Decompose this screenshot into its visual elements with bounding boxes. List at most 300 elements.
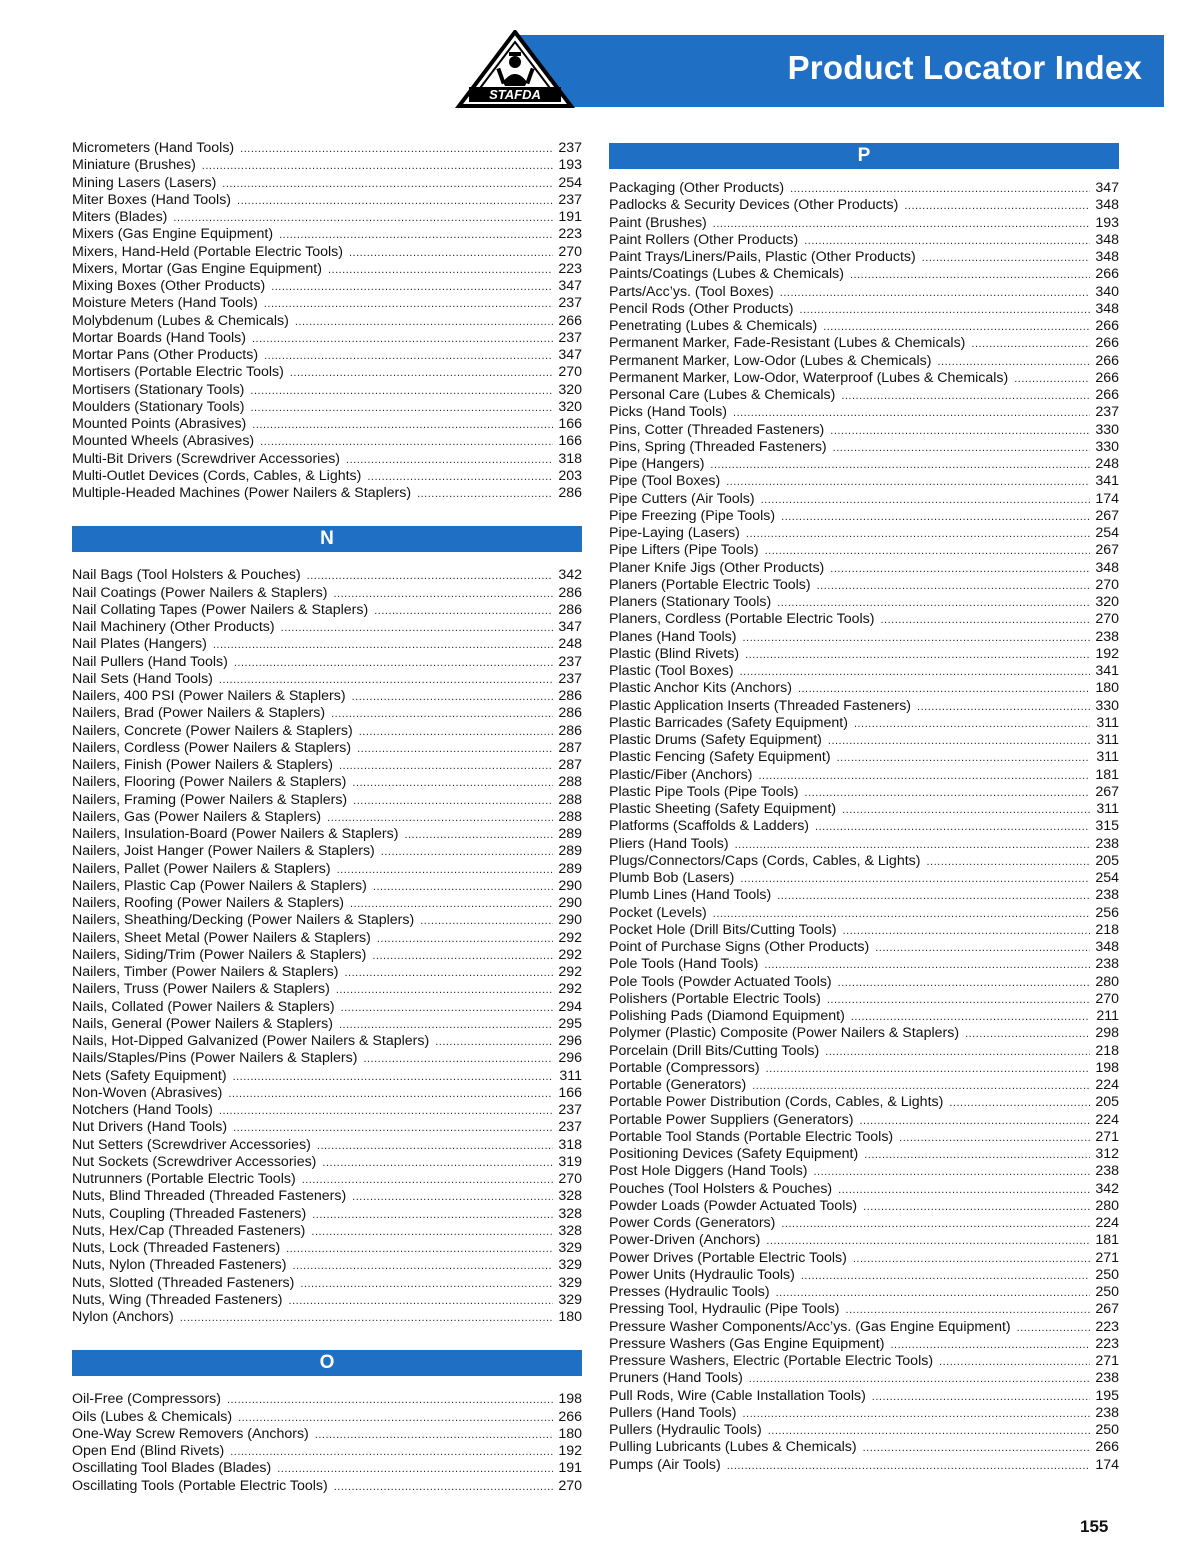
entry-label: Miter Boxes (Hand Tools)	[72, 191, 232, 208]
entry-page-number: 318	[558, 1136, 582, 1153]
entry-page-number: 290	[558, 895, 582, 911]
entry-label: Permanent Marker, Fade-Resistant (Lubes & Chemicals)	[609, 335, 966, 352]
dot-leader	[745, 647, 1090, 663]
index-entry	[609, 646, 1119, 663]
entry-page-number: 348	[1095, 197, 1119, 214]
entry-page-number: 191	[558, 1460, 582, 1477]
entry-page-number: 341	[1095, 663, 1119, 679]
entry-page-number: 198	[558, 1391, 582, 1408]
index-entry	[72, 878, 582, 895]
index-entry	[72, 226, 582, 243]
index-entry	[609, 1336, 1119, 1353]
entry-page-number: 205	[1095, 852, 1119, 869]
entry-label: Planers (Stationary Tools)	[609, 594, 772, 610]
dot-leader	[374, 603, 553, 619]
entry-label: Mixers (Gas Engine Equipment)	[72, 226, 274, 243]
dot-leader	[833, 440, 1090, 456]
entry-label: Nailers, Joist Hanger (Power Nailers & Staplers)	[72, 843, 375, 860]
index-entry	[609, 491, 1119, 508]
entry-label: Nut Setters (Screwdriver Accessories)	[72, 1136, 311, 1153]
entry-page-number: 270	[1095, 990, 1119, 1007]
index-entry	[609, 1388, 1119, 1405]
dot-leader	[863, 1199, 1090, 1215]
entry-page-number: 193	[558, 157, 582, 174]
entry-label: Power Cords (Generators)	[609, 1215, 776, 1231]
dot-leader	[219, 1103, 553, 1119]
entry-label: Planers, Cordless (Portable Electric Tools)	[609, 611, 875, 628]
entry-page-number: 288	[558, 791, 582, 808]
index-entry	[72, 999, 582, 1016]
index-entry	[609, 715, 1119, 732]
entry-page-number: 315	[1095, 818, 1119, 835]
index-entry	[609, 335, 1119, 352]
entry-page-number: 311	[1096, 714, 1119, 731]
dot-leader	[838, 1182, 1090, 1198]
entry-page-number: 286	[558, 485, 582, 501]
entry-label: Nailers, 400 PSI (Power Nailers & Staplers)	[72, 688, 346, 704]
dot-leader	[765, 543, 1090, 559]
entry-page-number: 224	[1095, 1077, 1119, 1093]
dot-leader	[322, 1155, 553, 1171]
dot-leader	[742, 1406, 1090, 1422]
dot-leader	[825, 1044, 1090, 1060]
index-entry	[609, 818, 1119, 835]
index-entry	[609, 577, 1119, 594]
entry-page-number: 320	[1095, 594, 1119, 610]
index-list-o	[72, 1391, 582, 1495]
index-entry	[609, 974, 1119, 991]
index-entry	[72, 295, 582, 312]
dot-leader	[260, 434, 553, 450]
entry-label: Plastic Application Inserts (Threaded Fasteners)	[609, 697, 912, 714]
entry-label: Nail Pullers (Hand Tools)	[72, 653, 228, 670]
entry-page-number: 192	[558, 1443, 582, 1459]
dot-leader	[740, 871, 1090, 887]
entry-page-number: 191	[558, 209, 582, 225]
entry-page-number: 271	[1095, 1249, 1119, 1266]
entry-label: Penetrating (Lubes & Chemicals)	[609, 318, 818, 334]
dot-leader	[381, 844, 553, 860]
index-list-n	[72, 567, 582, 1326]
entry-label: Plastic Pipe Tools (Pipe Tools)	[609, 783, 799, 800]
index-entry	[72, 602, 582, 619]
index-entry	[72, 1309, 582, 1326]
dot-leader	[233, 1069, 553, 1085]
entry-page-number: 347	[558, 278, 582, 294]
entry-label: Nailers, Insulation-Board (Power Nailers & Staplers)	[72, 826, 399, 842]
dot-leader	[363, 1051, 553, 1067]
index-entry	[609, 215, 1119, 232]
dot-leader	[733, 405, 1090, 421]
entry-page-number: 205	[1095, 1094, 1119, 1111]
dot-leader	[710, 457, 1090, 473]
index-entry	[609, 870, 1119, 887]
entry-label: Pipe Lifters (Pipe Tools)	[609, 542, 759, 559]
index-entry	[72, 930, 582, 947]
page-title: Product Locator Index	[787, 49, 1142, 86]
index-entry	[609, 732, 1119, 749]
entry-label: Nail Plates (Hangers)	[72, 636, 207, 653]
entry-page-number: 341	[1095, 473, 1119, 490]
dot-leader	[743, 630, 1091, 646]
entry-label: Pipe-Laying (Lasers)	[609, 525, 740, 541]
entry-label: Oscillating Tools (Portable Electric Tools)	[72, 1477, 328, 1494]
dot-leader	[780, 285, 1090, 301]
dot-leader	[735, 837, 1090, 853]
index-entry	[609, 1094, 1119, 1111]
dot-leader	[334, 1479, 553, 1495]
index-entry	[72, 1016, 582, 1033]
entry-page-number: 223	[558, 226, 582, 243]
index-entry	[72, 157, 582, 174]
dot-leader	[228, 1086, 553, 1102]
entry-label: Nutrunners (Portable Electric Tools)	[72, 1171, 296, 1187]
entry-label: Nail Machinery (Other Products)	[72, 619, 275, 635]
entry-label: Mortisers (Portable Electric Tools)	[72, 364, 284, 381]
dot-leader	[233, 1120, 553, 1136]
index-entry	[609, 1146, 1119, 1163]
index-entry	[609, 1267, 1119, 1284]
dot-leader	[337, 862, 553, 878]
index-entry	[609, 611, 1119, 628]
entry-page-number: 267	[1095, 507, 1119, 524]
dot-leader	[350, 896, 553, 912]
index-entry	[609, 594, 1119, 611]
dot-leader	[875, 940, 1090, 956]
index-entry	[72, 485, 582, 502]
entry-label: Plastic Anchor Kits (Anchors)	[609, 680, 792, 697]
entry-label: Non-Woven (Abrasives)	[72, 1084, 223, 1101]
index-entry	[72, 1154, 582, 1171]
entry-page-number: 348	[1095, 249, 1119, 265]
entry-label: Pipe (Tool Boxes)	[609, 473, 721, 490]
index-entry	[609, 1250, 1119, 1267]
index-entry	[72, 740, 582, 757]
index-entry	[72, 1240, 582, 1257]
index-entry	[609, 1008, 1119, 1025]
dot-leader	[352, 689, 553, 705]
entry-page-number: 348	[1095, 231, 1119, 248]
entry-page-number: 224	[1095, 1111, 1119, 1128]
index-entry	[72, 278, 582, 295]
dot-leader	[766, 1061, 1090, 1077]
entry-page-number: 312	[1095, 1146, 1119, 1162]
entry-label: Portable (Compressors)	[609, 1059, 760, 1076]
index-entry	[609, 1181, 1119, 1198]
entry-page-number: 286	[558, 705, 582, 722]
index-entry	[72, 244, 582, 261]
index-entry	[72, 140, 582, 157]
dot-leader	[277, 1461, 553, 1477]
index-entry	[72, 1275, 582, 1292]
entry-page-number: 311	[1096, 801, 1119, 817]
index-entry	[609, 905, 1119, 922]
index-entry	[609, 301, 1119, 318]
entry-label: Nailers, Brad (Power Nailers & Staplers)	[72, 705, 326, 722]
entry-label: Open End (Blind Rivets)	[72, 1443, 225, 1459]
index-entry	[72, 1426, 582, 1443]
index-entry	[72, 1033, 582, 1050]
index-entry	[72, 792, 582, 809]
entry-label: Nuts, Blind Threaded (Threaded Fasteners)	[72, 1188, 347, 1205]
dot-leader	[726, 474, 1090, 490]
index-entry	[72, 1460, 582, 1477]
dot-leader	[373, 879, 553, 895]
dot-leader	[853, 1251, 1090, 1267]
entry-page-number: 290	[558, 912, 582, 929]
index-entry	[609, 1060, 1119, 1077]
entry-label: Pins, Spring (Threaded Fasteners)	[609, 438, 827, 455]
entry-label: Nuts, Slotted (Threaded Fasteners)	[72, 1274, 295, 1291]
entry-label: Mortar Boards (Hand Tools)	[72, 329, 246, 346]
entry-label: Portable Power Suppliers (Generators)	[609, 1111, 854, 1128]
entry-label: Oils (Lubes & Chemicals)	[72, 1408, 233, 1425]
index-entry	[72, 433, 582, 450]
dot-leader	[234, 655, 553, 671]
entry-label: Pressing Tool, Hydraulic (Pipe Tools)	[609, 1301, 840, 1318]
entry-label: Mixing Boxes (Other Products)	[72, 278, 266, 294]
dot-leader	[965, 1026, 1090, 1042]
entry-label: Portable Power Distribution (Cords, Cables, & Lights)	[609, 1094, 944, 1111]
dot-leader	[173, 210, 553, 226]
page-number: 155	[1080, 1517, 1109, 1536]
logo-text: STAFDA	[489, 87, 541, 102]
entry-label: Powder Loads (Powder Actuated Tools)	[609, 1197, 858, 1214]
entry-label: Nails, General (Power Nailers & Staplers)	[72, 1015, 333, 1032]
entry-page-number: 311	[1096, 749, 1119, 766]
dot-leader	[352, 1189, 553, 1205]
dot-leader	[777, 888, 1090, 904]
index-entry	[72, 451, 582, 468]
index-entry	[72, 688, 582, 705]
entry-label: Pole Tools (Powder Actuated Tools)	[609, 973, 832, 990]
stafda-logo-icon	[455, 30, 575, 108]
dot-leader	[752, 1078, 1090, 1094]
entry-page-number: 166	[558, 416, 582, 432]
dot-leader	[926, 854, 1090, 870]
entry-page-number: 218	[1095, 921, 1119, 938]
entry-page-number: 287	[558, 757, 582, 773]
entry-label: Nails, Hot-Dipped Galvanized (Power Nailers & Staplers)	[72, 1033, 430, 1049]
dot-leader	[213, 637, 553, 653]
entry-label: Nailers, Truss (Power Nailers & Staplers)	[72, 981, 330, 998]
dot-leader	[327, 810, 553, 826]
index-entry	[609, 525, 1119, 542]
index-entry	[72, 826, 582, 843]
dot-leader	[777, 595, 1090, 611]
index-entry	[609, 887, 1119, 904]
entry-label: Plastic Fencing (Safety Equipment)	[609, 749, 831, 766]
entry-label: Pullers (Hydraulic Tools)	[609, 1422, 762, 1438]
entry-label: Paint Trays/Liners/Pails, Plastic (Other Products)	[609, 249, 916, 265]
dot-leader	[922, 250, 1090, 266]
entry-page-number: 237	[558, 1119, 582, 1136]
index-entry	[609, 663, 1119, 680]
entry-page-number: 238	[1095, 1404, 1119, 1421]
index-entry	[72, 636, 582, 653]
entry-page-number: 211	[1096, 1008, 1119, 1024]
index-entry	[609, 680, 1119, 697]
dot-leader	[713, 216, 1090, 232]
index-entry	[72, 1391, 582, 1408]
index-entry	[609, 749, 1119, 766]
entry-label: Miters (Blades)	[72, 209, 168, 225]
index-entry	[609, 784, 1119, 801]
index-entry	[72, 399, 582, 416]
entry-label: Pole Tools (Hand Tools)	[609, 956, 759, 973]
dot-leader	[357, 741, 553, 757]
index-entry	[72, 1188, 582, 1205]
section-heading-n: N	[72, 526, 582, 552]
dot-leader	[281, 620, 553, 636]
entry-label: Nailers, Plastic Cap (Power Nailers & Staplers)	[72, 877, 367, 894]
dot-leader	[939, 1354, 1090, 1370]
entry-label: Multi-Outlet Devices (Cords, Cables, & Lights)	[72, 467, 362, 484]
entry-page-number: 292	[558, 964, 582, 980]
entry-label: Paint Rollers (Other Products)	[609, 231, 799, 248]
index-entry	[72, 330, 582, 347]
entry-label: Paint (Brushes)	[609, 214, 707, 231]
dot-leader	[352, 775, 553, 791]
entry-label: Nuts, Hex/Cap (Threaded Fasteners)	[72, 1222, 306, 1239]
entry-label: Picks (Hand Tools)	[609, 404, 728, 421]
entry-label: Pullers (Hand Tools)	[609, 1404, 737, 1421]
index-entry	[609, 266, 1119, 283]
section-heading-p: P	[609, 143, 1119, 169]
index-entry	[609, 767, 1119, 784]
index-entry	[609, 284, 1119, 301]
entry-label: Padlocks & Security Devices (Other Products)	[609, 197, 899, 214]
index-entry	[72, 671, 582, 688]
index-entry	[72, 261, 582, 278]
entry-page-number: 250	[1095, 1284, 1119, 1300]
entry-label: Nailers, Sheathing/Decking (Power Nailers & Staplers)	[72, 912, 415, 929]
entry-page-number: 311	[559, 1067, 582, 1084]
entry-label: Pocket (Levels)	[609, 904, 707, 921]
index-entry	[609, 197, 1119, 214]
entry-page-number: 266	[1095, 369, 1119, 386]
entry-page-number: 267	[1095, 783, 1119, 800]
entry-label: Planer Knife Jigs (Other Products)	[609, 559, 825, 576]
index-entry	[72, 364, 582, 381]
index-entry	[609, 422, 1119, 439]
dot-leader	[859, 1113, 1090, 1129]
dot-leader	[339, 758, 553, 774]
index-entry	[609, 318, 1119, 335]
entry-label: Mounted Points (Abrasives)	[72, 416, 247, 432]
index-entry	[72, 947, 582, 964]
entry-label: Polymer (Plastic) Composite (Power Nailers & Staplers)	[609, 1025, 960, 1042]
entry-label: Portable (Generators)	[609, 1077, 747, 1093]
index-entry	[609, 1163, 1119, 1180]
left-column	[72, 140, 582, 1495]
entry-page-number: 348	[1095, 559, 1119, 576]
entry-label: Multi-Bit Drivers (Screwdriver Accessories)	[72, 450, 341, 467]
entry-label: Mounted Wheels (Abrasives)	[72, 433, 255, 450]
entry-label: Moisture Meters (Hand Tools)	[72, 295, 258, 312]
entry-page-number: 340	[1095, 283, 1119, 300]
index-entry	[609, 1353, 1119, 1370]
entry-page-number: 329	[558, 1240, 582, 1256]
dot-leader	[404, 827, 553, 843]
entry-page-number: 290	[558, 877, 582, 894]
entry-page-number: 270	[1095, 576, 1119, 593]
dot-leader	[240, 141, 553, 157]
dot-leader	[749, 1371, 1090, 1387]
index-entry	[609, 853, 1119, 870]
dot-leader	[823, 319, 1090, 335]
entry-label: Nailers, Framing (Power Nailers & Staplers)	[72, 791, 348, 808]
entry-label: Planes (Hand Tools)	[609, 628, 737, 645]
dot-leader	[846, 1302, 1090, 1318]
index-entry	[609, 1422, 1119, 1439]
dot-leader	[850, 267, 1090, 283]
entry-page-number: 266	[1095, 352, 1119, 369]
entry-label: Mortar Pans (Other Products)	[72, 347, 259, 363]
index-entry	[72, 416, 582, 433]
dot-leader	[917, 699, 1090, 715]
entry-label: Pipe (Hangers)	[609, 456, 705, 472]
index-entry	[72, 209, 582, 226]
entry-label: Permanent Marker, Low-Odor (Lubes & Chemicals)	[609, 352, 932, 369]
dot-leader	[863, 1440, 1090, 1456]
index-entry	[609, 1405, 1119, 1422]
dot-leader	[219, 672, 553, 688]
entry-label: Nailers, Siding/Trim (Power Nailers & Staplers)	[72, 946, 367, 963]
index-entry	[72, 1085, 582, 1102]
index-entry	[609, 232, 1119, 249]
index-entry	[72, 175, 582, 192]
entry-label: Plastic Sheeting (Safety Equipment)	[609, 801, 837, 817]
section-heading-o: O	[72, 1350, 582, 1376]
entry-page-number: 237	[1095, 404, 1119, 421]
entry-page-number: 288	[558, 808, 582, 825]
index-entry	[609, 939, 1119, 956]
entry-label: Pliers (Hand Tools)	[609, 835, 729, 852]
entry-label: Planers (Portable Electric Tools)	[609, 576, 811, 593]
entry-page-number: 328	[558, 1188, 582, 1205]
entry-page-number: 289	[558, 860, 582, 877]
index-entry	[72, 981, 582, 998]
entry-page-number: 296	[558, 1033, 582, 1049]
dot-leader	[837, 750, 1090, 766]
dot-leader	[435, 1034, 553, 1050]
entry-page-number: 329	[558, 1257, 582, 1274]
index-entry	[609, 1370, 1119, 1387]
entry-page-number: 266	[1095, 318, 1119, 334]
dot-leader	[851, 1009, 1090, 1025]
entry-label: Pocket Hole (Drill Bits/Cutting Tools)	[609, 921, 837, 938]
index-entry	[609, 1198, 1119, 1215]
entry-page-number: 250	[1095, 1422, 1119, 1438]
dot-leader	[317, 1138, 553, 1154]
index-entry	[609, 1215, 1119, 1232]
dot-leader	[339, 1017, 553, 1033]
entry-page-number: 195	[1095, 1387, 1119, 1404]
index-entry	[72, 1206, 582, 1223]
entry-page-number: 180	[558, 1309, 582, 1325]
entry-label: Parts/Acc’ys. (Tool Boxes)	[609, 283, 774, 300]
index-entry	[609, 560, 1119, 577]
dot-leader	[842, 802, 1090, 818]
dot-leader	[727, 1458, 1090, 1474]
index-entry	[72, 895, 582, 912]
index-entry	[609, 180, 1119, 197]
entry-label: Plugs/Connectors/Caps (Cords, Cables, & Lights)	[609, 852, 921, 869]
entry-page-number: 286	[558, 688, 582, 704]
entry-label: Nut Drivers (Hand Tools)	[72, 1119, 228, 1136]
dot-leader	[230, 1444, 553, 1460]
